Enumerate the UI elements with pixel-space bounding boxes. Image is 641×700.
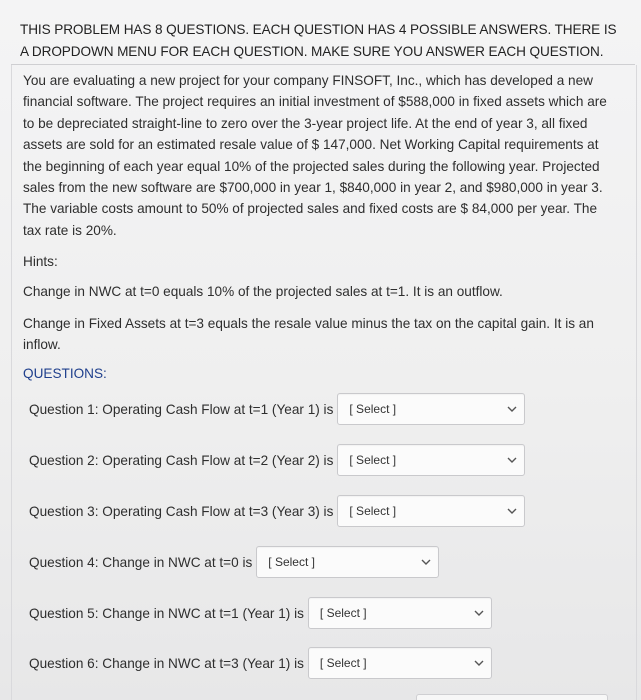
question-label-2: Question 2: Operating Cash Flow at t=2 (Year 2) is <box>29 452 334 468</box>
chevron-down-icon <box>507 456 517 464</box>
question-row-3 <box>29 494 525 528</box>
hint-nwc: Change in NWC at t=0 equals 10% of the projected sales at t=1. It is an outflow. <box>23 284 503 299</box>
hints-label: Hints: <box>23 254 58 269</box>
chevron-down-icon <box>421 558 431 566</box>
answer-dropdown-2[interactable] <box>337 444 525 476</box>
answer-dropdown-1[interactable] <box>337 393 525 425</box>
dropdown-value-1: [ Select ] <box>349 402 397 416</box>
answer-dropdown-5[interactable] <box>308 597 492 629</box>
dropdown-value-3: [ Select ] <box>349 504 397 518</box>
hint-fixed-assets: Change in Fixed Assets at t=3 equals the resale value minus the tax on the capital gain. It is an inflow. <box>23 316 594 353</box>
chevron-down-icon <box>474 609 484 617</box>
question-label-4: Question 4: Change in NWC at t=0 is <box>29 554 253 570</box>
next-question-dropdown-edge[interactable] <box>416 694 608 700</box>
dropdown-value-2: [ Select ] <box>349 453 397 467</box>
questions-label: QUESTIONS: <box>23 366 107 381</box>
question-row-2 <box>29 443 525 477</box>
answer-dropdown-3[interactable] <box>337 495 525 527</box>
answer-dropdown-4[interactable] <box>256 546 439 578</box>
chevron-down-icon <box>507 405 517 413</box>
dropdown-value-5: [ Select ] <box>319 606 367 620</box>
dropdown-value-4: [ Select ] <box>268 555 315 569</box>
chevron-down-icon <box>474 659 484 667</box>
answer-dropdown-6[interactable] <box>308 647 492 679</box>
problem-statement: You are evaluating a new project for your company FINSOFT, Inc., which has developed a new financial software. The project requires an initial investment of $588,000 in fixed assets which are to be depreciated straight-line to zero over the 3-year project life. At the end of year 3, all fixed assets are sold for an estimated resale value of $ 147,000. Net Working Capital requirements at the beginning of each year equal 10% of the projected sales during the following year. Projected sales from the new software are $700,000 in year 1, $840,000 in year 2, and $980,000 in year 3. The variable costs amount to 50% of projected sales and fixed costs are $ 84,000 per year. The tax rate is 20%. <box>23 73 607 238</box>
question-row-4 <box>29 545 439 579</box>
question-row-6 <box>29 646 492 680</box>
dropdown-value-6: [ Select ] <box>319 656 367 670</box>
question-label-3: Question 3: Operating Cash Flow at t=3 (Year 3) is <box>29 503 334 519</box>
chevron-down-icon <box>507 507 517 515</box>
instructions-header: THIS PROBLEM HAS 8 QUESTIONS. EACH QUESTION HAS 4 POSSIBLE ANSWERS. THERE IS A DROPDOWN MENU FOR EACH QUESTION. MAKE SURE YOU ANSWER EACH QUESTION. <box>20 22 617 59</box>
question-row-1 <box>29 392 525 426</box>
question-row-5 <box>29 596 492 630</box>
question-label-1: Question 1: Operating Cash Flow at t=1 (Year 1) is <box>29 401 334 417</box>
question-label-5: Question 5: Change in NWC at t=1 (Year 1) is <box>29 605 304 621</box>
question-label-6: Question 6: Change in NWC at t=3 (Year 1) is <box>29 655 304 671</box>
